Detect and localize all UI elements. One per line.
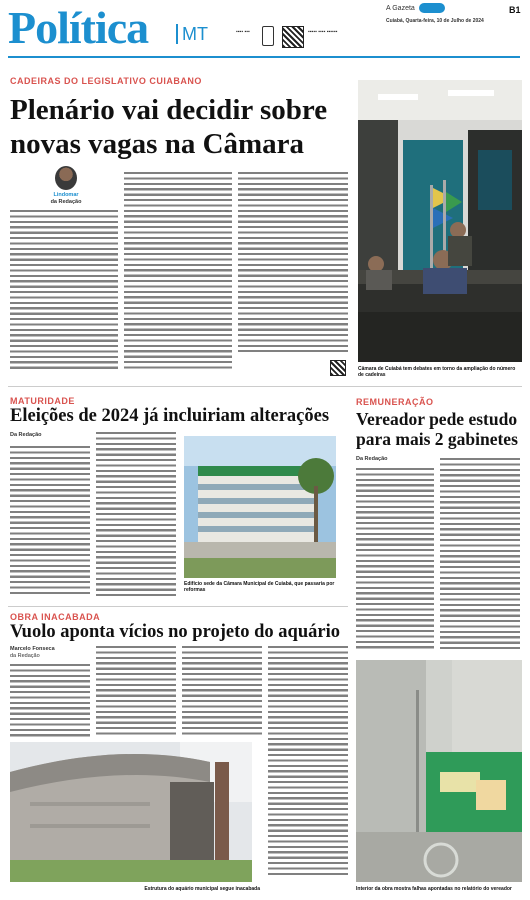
eleicoes-kicker: MATURIDADE [10, 396, 75, 406]
masthead-icons [236, 26, 346, 48]
masthead-promo-text-2: ▪▪▪▪▪ ▪▪▪▪ ▪▪▪▪▪▪ [308, 29, 338, 35]
author-subline: da Redação [50, 199, 82, 205]
main-kicker: CADEIRAS DO LEGISLATIVO CUIABANO [10, 76, 202, 86]
vereador-byline: Da Redação [356, 456, 388, 462]
masthead-rule [8, 56, 520, 58]
aquarium-structure-photo-svg [10, 742, 252, 882]
page-number: B1 [509, 5, 521, 15]
aquario-photo-caption-right: Interior da obra mostra falhas apontadas no relatório do vereador [356, 886, 512, 892]
vereador-headline-line1: Vereador pede estudo [356, 409, 518, 429]
section-divider-1 [8, 386, 522, 387]
eleicoes-text-col2 [96, 432, 176, 596]
main-photo-caption: Câmara de Cuiabá tem debates em torno da ampliação do número de cadeiras [358, 366, 516, 378]
building-photo-svg [184, 436, 336, 578]
main-text-col1 [10, 210, 118, 370]
qr-code-icon [282, 26, 304, 48]
vereador-text-col2 [440, 458, 520, 650]
phone-icon [262, 26, 274, 46]
aquario-photo-caption-left: Estrutura do aquário municipal segue inacabada [144, 886, 260, 892]
author-avatar [55, 166, 77, 190]
masthead-promo-text: ▪▪▪▪ ▪▪▪ [236, 29, 250, 35]
plenary-photo-svg [358, 80, 522, 362]
vereador-kicker: REMUNERAÇÃO [356, 397, 434, 407]
aquario-photo-right [356, 660, 522, 882]
aquarium-interior-photo-svg [356, 660, 522, 882]
aquario-byline-sub: da Redação [10, 653, 40, 659]
aquario-text-col3 [182, 646, 262, 738]
aquario-text-col2 [96, 646, 176, 738]
aquario-headline: Vuolo aponta vícios no projeto do aquário [10, 622, 340, 642]
section-divider-2 [8, 606, 348, 607]
eleicoes-photo [184, 436, 336, 578]
aquario-text-col1 [10, 664, 90, 738]
aquario-kicker: OBRA INACABADA [10, 612, 101, 622]
main-text-col2 [124, 172, 232, 370]
aquario-text-col4 [268, 646, 348, 878]
main-qr-code-icon [330, 360, 346, 376]
aquario-photo-left [10, 742, 252, 882]
main-headline-line1: Plenário vai decidir sobre [10, 94, 328, 126]
main-headline-line2: novas vagas na Câmara [10, 128, 305, 160]
eleicoes-text-col1 [10, 446, 90, 596]
newspaper-logo [386, 3, 445, 15]
section-suffix: MT [176, 24, 208, 44]
section-title: Política [8, 2, 149, 53]
eleicoes-byline: Da Redação [10, 432, 42, 438]
main-photo [358, 80, 522, 362]
vereador-text-col1 [356, 468, 434, 650]
logo-icon [419, 3, 445, 13]
eleicoes-headline: Eleições de 2024 já incluiriam alterações [10, 406, 330, 426]
author-name: Lindomar [53, 192, 79, 198]
eleicoes-photo-caption: Edifício sede da Câmara Municipal de Cuiabá, que passaria por reformas [184, 581, 335, 593]
vereador-headline-line2: para mais 2 gabinetes [356, 429, 518, 449]
aquario-byline: Marcelo Fonseca [10, 646, 55, 652]
date-line: Cuiabá, Quarta-feira, 10 de Julho de 2024 [386, 18, 484, 24]
main-text-col3 [238, 172, 348, 352]
logo-text: A Gazeta [386, 4, 415, 12]
